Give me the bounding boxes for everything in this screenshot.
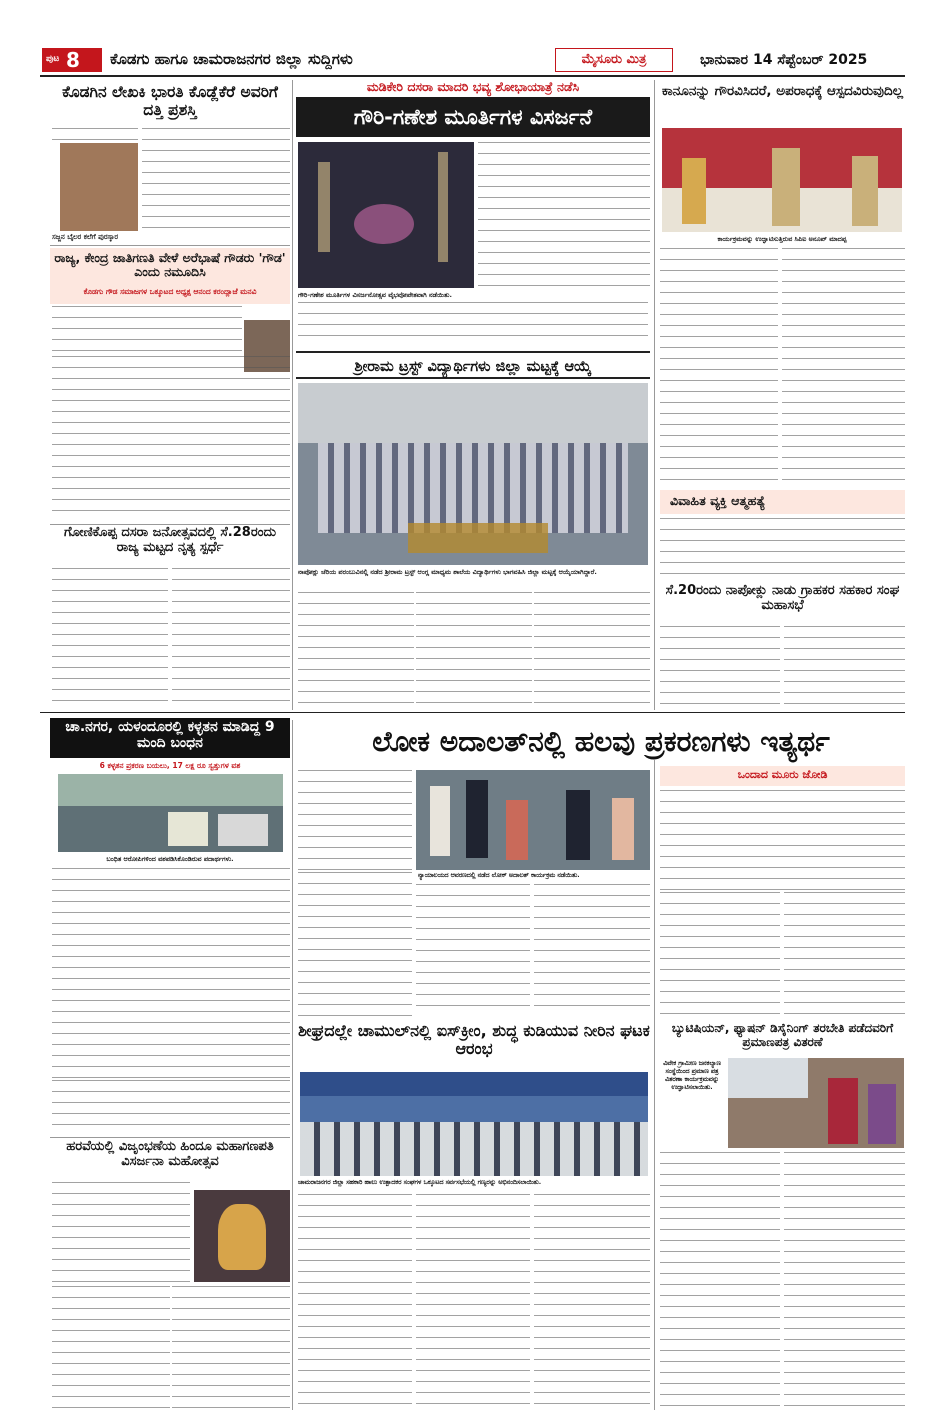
- ganesha-idol-photo: [194, 1190, 290, 1282]
- article-headline: ಗೋಣಿಕೊಪ್ಪ ದಸರಾ ಜನೋತ್ಸವದಲ್ಲಿ ಸೆ.28ರಂದು ರಾಜ್ಯ ಮಟ್ಟದ ನೃತ್ಯ ಸ್ಪರ್ಧೆ: [64, 525, 276, 555]
- article-body: [52, 1080, 290, 1132]
- article-body: [784, 892, 905, 1016]
- masthead-logo: ಮೈಸೂರು ಮಿತ್ರ: [555, 48, 673, 72]
- article-body: [660, 790, 905, 890]
- article-headline: ಸೆ.20ರಂದು ನಾಪೋಕ್ಲು ನಾಡು ಗ್ರಾಹಕರ ಸಹಕಾರ ಸಂಘ ಮಹಾಸಭೆ: [665, 583, 900, 613]
- article-body: [660, 626, 780, 708]
- event-photo: [662, 128, 902, 232]
- article-headline: ಗೌರಿ-ಗಣೇಶ ಮೂರ್ತಿಗಳ ವಿಸರ್ಜನೆ: [296, 97, 650, 137]
- photo-caption: ನ್ಯಾಯಾಲಯದ ಆವರಣದಲ್ಲಿ ನಡೆದ ಲೋಕ್ ಅದಾಲತ್ ಕಾರ್ಯಕ್ರಮ ನಡೆಯಿತು.: [418, 872, 580, 879]
- seized-vehicles-photo: [58, 774, 283, 852]
- article-body: [534, 1194, 650, 1408]
- article-body: [52, 1182, 190, 1282]
- photo-caption: ವಿವೇಕ ಗ್ರಾಮೀಣ ಜನಕಲ್ಯಾಣ ಸಂಸ್ಥೆಯಿಂದ ಪ್ರಮಾಣ ಪತ್ರ ವಿತರಣಾ ಕಾರ್ಯಕ್ರಮವನ್ನು ಉದ್ಘಾಟಿಸಲಾಯಿತು.: [663, 1060, 721, 1091]
- procession-photo: [298, 142, 474, 288]
- photo-caption: ಗೌರಿ-ಗಣೇಶ ಮೂರ್ತಿಗಳ ವಿಸರ್ಜನೋತ್ಸವ ವೈಭವೋಪೇತವಾಗಿ ನಡೆಯಿತು.: [298, 291, 452, 299]
- article-body: [298, 302, 648, 342]
- article-body: [298, 1194, 412, 1408]
- article-body: [534, 592, 650, 706]
- article-body: [660, 1152, 780, 1408]
- students-group-photo: [298, 383, 648, 565]
- page-label: ಪುಟ: [46, 54, 60, 64]
- article-body: [660, 248, 778, 484]
- section-divider: [40, 712, 905, 713]
- article-headline: ಲೋಕ ಅದಾಲತ್‌ನಲ್ಲಿ ಹಲವು ಪ್ರಕರಣಗಳು ಇತ್ಯರ್ಥ: [372, 725, 830, 758]
- photo-caption: ಬಂಧಿತ ಆರೋಪಿಗಳಿಂದ ವಶಪಡಿಸಿಕೊಂಡಿರುವ ಪದಾರ್ಥಗಳು.: [106, 855, 234, 863]
- article-headline: ಶ್ರೀರಾಮ ಟ್ರಸ್ಟ್ ವಿದ್ಯಾರ್ಥಿಗಳು ಜಿಲ್ಲಾ ಮಟ್ಟಕ್ಕೆ ಆಯ್ಕೆ: [296, 351, 650, 379]
- article-body: [784, 1152, 905, 1408]
- article-headline: ಹರವೆಯಲ್ಲಿ ವಿಜೃಂಭಣೆಯ ಹಿಂದೂ ಮಹಾಗಣಪತಿ ವಿಸರ್ಜನಾ ಮಹೋತ್ಸವ: [66, 1139, 274, 1169]
- certificate-event-photo: [728, 1058, 904, 1148]
- article-body: [416, 1194, 530, 1408]
- photo-caption: ಸಜ್ಜನ ಬೈಲರ ಕಲೆಗೆ ಪುರಸ್ಕಾರ: [52, 233, 119, 241]
- lok-adalat-photo: [416, 770, 650, 870]
- article-body: [298, 872, 412, 1016]
- page-number-badge: [42, 48, 102, 72]
- article-body: [416, 884, 530, 1016]
- photo-caption: ಕಾರ್ಯಕ್ರಮವನ್ನು ಉದ್ಘಾಟಿಸುತ್ತಿರುವ ಸಿಪಿಐ ಅನೂಪ್ ಮಾದಪ್ಪ: [717, 235, 847, 243]
- divider: [50, 245, 290, 246]
- page-number: 8: [66, 48, 80, 72]
- article-headline: ಬ್ಯುಟಿಷಿಯನ್, ಫ್ಯಾಷನ್ ಡಿಸೈನಿಂಗ್ ತರಬೇತಿ ಪಡೆದವರಿಗೆ ಪ್ರಮಾಣಪತ್ರ ವಿತರಣೆ: [671, 1021, 894, 1049]
- article-headline: ಶೀಘ್ರದಲ್ಲೇ ಚಾಮುಲ್‌ನಲ್ಲಿ ಐಸ್‌ಕ್ರೀಂ, ಶುದ್ಧ ಕುಡಿಯುವ ನೀರಿನ ಘಟಕ ಆರಂಭ: [298, 1021, 650, 1059]
- article-kicker: ಮಡಿಕೇರಿ ದಸರಾ ಮಾದರಿ ಭವ್ಯ ಶೋಭಾಯಾತ್ರೆ ನಡೆಸಿ: [366, 79, 580, 94]
- article-headline: ವಿವಾಹಿತ ವ್ಯಕ್ತಿ ಆತ್ಮಹತ್ಯೆ: [670, 493, 766, 508]
- header-rule: [40, 75, 905, 77]
- article-body: [52, 868, 290, 1078]
- article-body: [416, 592, 532, 706]
- article-body: [52, 1286, 170, 1408]
- section-title: ಕೊಡಗು ಹಾಗೂ ಚಾಮರಾಜನಗರ ಜಿಲ್ಲಾ ಸುದ್ದಿಗಳು: [110, 50, 353, 68]
- author-photo: [60, 143, 138, 231]
- article-headline: ರಾಜ್ಯ, ಕೇಂದ್ರ ಜಾತಿಗಣತಿ ವೇಳೆ ಅರೆಭಾಷೆ ಗೌಡರು 'ಗೌಡ' ಎಂದು ನಮೂದಿಸಿ: [54, 250, 286, 280]
- column-divider: [654, 760, 655, 1410]
- article-body: [52, 128, 138, 142]
- article-body: [298, 770, 412, 870]
- article-subtitle: ಕೊಡಗು ಗೌಡ ಸಮಾಜಗಳ ಒಕ್ಕೂಟದ ಅಧ್ಯಕ್ಷ ಆನಂದ ಕರಂದ್ಲಾಜೆ ಮನವಿ: [83, 287, 257, 296]
- article-headline: ಚಾ.ನಗರ, ಯಳಂದೂರಲ್ಲಿ ಕಳ್ಳತನ ಮಾಡಿದ್ದ 9 ಮಂದಿ ಬಂಧನ: [65, 719, 275, 752]
- column-divider: [292, 80, 293, 710]
- article-body: [142, 128, 290, 231]
- photo-caption: ಚಾಮರಾಜನಗರ ಜಿಲ್ಲಾ ಸಹಕಾರಿ ಹಾಲು ಉತ್ಪಾದಕರ ಸಂಘಗಳ ಒಕ್ಕೂಟದ ಸರ್ವಸಭೆಯಲ್ಲಿ ಗಣ್ಯರನ್ನು ಅಭಿನಂದಿಸಲಾಯಿತು.: [298, 1179, 542, 1186]
- article-subtitle: 6 ಕಳ್ಳತನ ಪ್ರಕರಣ ಬಯಲು, 17 ಲಕ್ಷ ರೂ ಸ್ವತ್ತುಗಳ ವಶ: [99, 761, 241, 770]
- article-body: [784, 626, 905, 708]
- issue-date: ಭಾನುವಾರ 14 ಸೆಪ್ಟೆಂಬರ್ 2025: [700, 52, 868, 68]
- column-divider: [292, 720, 293, 1410]
- article-body: [172, 1286, 290, 1408]
- article-body: [534, 884, 650, 1016]
- article-headline: ಕಾನೂನನ್ನು ಗೌರವಿಸಿದರೆ, ಅಪರಾಧಕ್ಕೆ ಆಸ್ಪದವಿರುವುದಿಲ್ಲ: [661, 83, 904, 99]
- article-body: [660, 518, 905, 578]
- column-divider: [654, 80, 655, 710]
- article-body: [52, 306, 242, 354]
- article-body: [478, 142, 650, 288]
- article-body: [660, 892, 780, 1016]
- article-body: [298, 592, 414, 706]
- divider: [50, 1137, 290, 1138]
- article-body: [52, 568, 168, 706]
- chamul-event-photo: [300, 1072, 648, 1176]
- article-headline: ಒಂದಾದ ಮೂರು ಜೋಡಿ: [737, 768, 828, 781]
- article-body: [52, 356, 290, 520]
- photo-caption: ನಾಪೋಕ್ಲು ಚೆರಿಯ ಪರಂಬುವಿನಲ್ಲಿ ನಡೆದ ಶ್ರೀರಾಮ ಟ್ರಸ್ಟ್ ಆಂಗ್ಲ ಮಾಧ್ಯಮ ಶಾಲೆಯ ವಿದ್ಯಾರ್ಥಿಗಳು ಭಾಗವಹಿಸಿ ಜಿಲ್ಲಾ ಮಟ್ಟಕ್ಕೆ ಆಯ್ಕೆಯಾಗಿದ್ದಾರೆ.: [298, 568, 597, 576]
- article-body: [172, 568, 290, 706]
- article-body: [782, 248, 905, 484]
- article-headline: ಕೊಡಗಿನ ಲೇಖಕಿ ಭಾರತಿ ಕೊಡ್ಲೆಕೆರೆ ಅವರಿಗೆ ದತ್ತಿ ಪ್ರಶಸ್ತಿ: [62, 83, 278, 119]
